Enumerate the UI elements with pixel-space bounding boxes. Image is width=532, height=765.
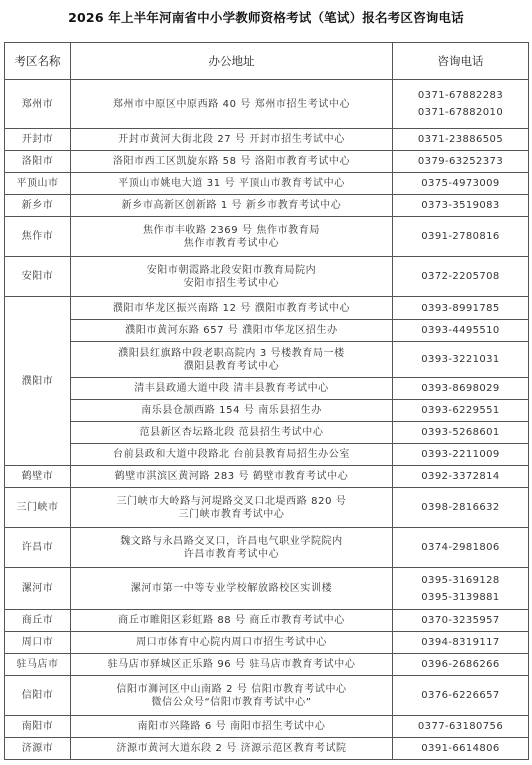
table-row [5, 257, 529, 297]
phone-number: 0371-67882283 [417, 90, 504, 101]
address-line: 安阳市朝霞路北段安阳市教育局院内 [146, 264, 317, 276]
phone-number: 0393-2211009 [421, 449, 500, 460]
phone-number: 0376-6226657 [421, 690, 500, 701]
cell-phone [393, 422, 529, 444]
table-row [5, 297, 529, 320]
table-row [5, 568, 529, 610]
address-line: 平顶山市姚电大道 31 号 平顶山市教育考试中心 [118, 178, 345, 189]
table-row [5, 400, 529, 422]
cell-phone [393, 217, 529, 257]
phone-number: 0392-3372814 [421, 471, 500, 482]
address-line: 南乐县仓颉西路 154 号 南乐县招生办 [141, 405, 322, 416]
cell-phone [393, 488, 529, 528]
table-row [5, 422, 529, 444]
phone-number: 0393-8698029 [421, 383, 500, 394]
phone-number: 0393-8991785 [421, 302, 500, 314]
cell-city: 信阳市 [5, 676, 71, 716]
cell-address [71, 528, 393, 568]
cell-city: 郑州市 [5, 80, 71, 129]
phone-number: 0370-3235957 [421, 615, 500, 626]
table-row [5, 610, 529, 632]
table-row [5, 342, 529, 378]
address-line: 鹤壁市淇滨区黄河路 283 号 鹤壁市教育考试中心 [114, 471, 349, 482]
address-line: 焦作市教育考试中心 [183, 237, 280, 249]
phone-number: 0394-8319117 [421, 637, 500, 648]
page-title: 2026 年上半年河南省中小学教师资格考试（笔试）报名考区咨询电话 [68, 10, 464, 25]
phone-number: 0374-2981806 [421, 542, 500, 553]
table-row [5, 173, 529, 195]
table-row [5, 195, 529, 217]
phone-number: 0391-2780816 [421, 231, 500, 242]
phone-number: 0395-3169128 [421, 574, 500, 586]
cell-address [71, 444, 393, 466]
cell-city: 周口市 [5, 632, 71, 654]
cell-city: 许昌市 [5, 528, 71, 568]
table-row [5, 80, 529, 129]
address-line: 周口市体育中心院内周口市招生考试中心 [136, 637, 327, 648]
phone-number: 0395-3139881 [421, 591, 500, 603]
phone-number: 0373-3519083 [421, 200, 500, 211]
cell-phone [393, 378, 529, 400]
table-row [5, 217, 529, 257]
table-row [5, 378, 529, 400]
address-line: 范县新区杏坛路北段 范县招生考试中心 [139, 427, 324, 438]
header-address: 办公地址 [71, 43, 393, 80]
address-line: 新乡市高新区创新路 1 号 新乡市教育考试中心 [121, 200, 342, 211]
cell-address [71, 297, 393, 320]
header-city: 考区名称 [5, 43, 71, 80]
address-line: 郑州市中原区中原西路 40 号 郑州市招生考试中心 [112, 98, 351, 110]
cell-address [71, 738, 393, 760]
phone-number: 0379-63252373 [417, 156, 504, 167]
phone-number: 0393-5268601 [421, 427, 500, 438]
cell-phone [393, 716, 529, 738]
cell-city: 三门峡市 [5, 488, 71, 528]
phone-number: 0372-2205708 [421, 271, 500, 282]
cell-address [71, 320, 393, 342]
address-line: 微信公众号“信阳市教育考试中心” [151, 696, 312, 708]
cell-phone [393, 129, 529, 151]
address-line: 台前县政和大道中段路北 台前县教育局招生办公室 [113, 449, 350, 460]
cell-address [71, 257, 393, 297]
table-row [5, 738, 529, 760]
contacts-table [4, 42, 529, 760]
phone-number: 0393-3221031 [421, 354, 500, 365]
table-row [5, 488, 529, 528]
cell-phone [393, 320, 529, 342]
cell-phone [393, 80, 529, 129]
cell-phone [393, 297, 529, 320]
table-row [5, 654, 529, 676]
cell-phone [393, 466, 529, 488]
cell-phone [393, 444, 529, 466]
table-row [5, 320, 529, 342]
cell-address [71, 466, 393, 488]
phone-number: 0377-63180756 [417, 721, 504, 732]
phone-number: 0393-6229551 [421, 405, 500, 416]
address-line: 焦作市丰收路 2369 号 焦作市教育局 [143, 224, 320, 236]
table-row [5, 632, 529, 654]
cell-city: 濮阳市 [5, 297, 71, 466]
phone-number: 0371-23886505 [417, 134, 504, 145]
cell-phone [393, 195, 529, 217]
cell-address [71, 342, 393, 378]
address-line: 濮阳市黄河东路 657 号 濮阳市华龙区招生办 [125, 325, 338, 336]
address-line: 魏文路与永昌路交叉口，许昌电气职业学院院内 [120, 535, 343, 547]
cell-address [71, 676, 393, 716]
cell-city: 南阳市 [5, 716, 71, 738]
cell-city: 平顶山市 [5, 173, 71, 195]
cell-city: 漯河市 [5, 568, 71, 610]
address-line: 清丰县政通大道中段 清丰县教育考试中心 [134, 383, 329, 394]
cell-city: 新乡市 [5, 195, 71, 217]
cell-address [71, 654, 393, 676]
address-line: 漯河市第一中等专业学校解放路校区实训楼 [130, 583, 333, 594]
cell-address [71, 217, 393, 257]
table-row [5, 466, 529, 488]
cell-address [71, 378, 393, 400]
cell-city: 驻马店市 [5, 654, 71, 676]
cell-address [71, 129, 393, 151]
address-line: 许昌市教育考试中心 [183, 548, 280, 560]
cell-phone [393, 610, 529, 632]
cell-city: 洛阳市 [5, 151, 71, 173]
cell-phone [393, 151, 529, 173]
address-line: 濮阳市华龙区振兴南路 12 号 濮阳市教育考试中心 [112, 302, 351, 314]
cell-phone [393, 676, 529, 716]
cell-address [71, 716, 393, 738]
cell-address [71, 632, 393, 654]
cell-phone [393, 738, 529, 760]
cell-phone [393, 257, 529, 297]
address-line: 开封市黄河大街北段 27 号 开封市招生考试中心 [118, 134, 345, 145]
cell-phone [393, 632, 529, 654]
header-phone: 咨询电话 [393, 43, 529, 80]
address-line: 济源市黄河大道东段 2 号 济源示范区教育考试院 [116, 743, 347, 754]
table-row [5, 444, 529, 466]
address-line: 安阳市招生考试中心 [183, 277, 280, 289]
cell-city: 安阳市 [5, 257, 71, 297]
cell-address [71, 80, 393, 129]
cell-address [71, 488, 393, 528]
address-line: 濮阳县教育考试中心 [183, 360, 280, 372]
address-line: 三门峡市大岭路与河堤路交叉口北堤西路 820 号 [116, 495, 347, 507]
cell-phone [393, 342, 529, 378]
cell-address [71, 400, 393, 422]
phone-number: 0391-6614806 [421, 743, 500, 754]
cell-phone [393, 568, 529, 610]
cell-city: 焦作市 [5, 217, 71, 257]
phone-number: 0393-4495510 [421, 325, 500, 336]
cell-address [71, 173, 393, 195]
address-line: 南阳市兴隆路 6 号 南阳市招生考试中心 [137, 721, 326, 732]
table-row [5, 676, 529, 716]
table-row [5, 151, 529, 173]
cell-city: 鹤壁市 [5, 466, 71, 488]
cell-address [71, 610, 393, 632]
address-line: 三门峡市教育考试中心 [178, 508, 285, 520]
address-line: 商丘市睢阳区彩虹路 88 号 商丘市教育考试中心 [118, 615, 345, 626]
cell-city: 商丘市 [5, 610, 71, 632]
table-row [5, 528, 529, 568]
address-line: 驻马店市驿城区正乐路 96 号 驻马店市教育考试中心 [107, 659, 356, 670]
phone-number: 0371-67882010 [417, 107, 504, 118]
cell-phone [393, 400, 529, 422]
table-header-row [5, 43, 529, 80]
table-row [5, 716, 529, 738]
cell-city: 济源市 [5, 738, 71, 760]
cell-address [71, 568, 393, 610]
phone-number: 0398-2816632 [421, 502, 500, 513]
cell-phone [393, 173, 529, 195]
cell-address [71, 422, 393, 444]
cell-address [71, 151, 393, 173]
cell-phone [393, 528, 529, 568]
table-row [5, 129, 529, 151]
phone-number: 0396-2686266 [421, 659, 500, 670]
cell-city: 开封市 [5, 129, 71, 151]
cell-address [71, 195, 393, 217]
address-line: 信阳市浉河区中山南路 2 号 信阳市教育考试中心 [116, 683, 347, 695]
phone-number: 0375-4973009 [421, 178, 500, 189]
address-line: 濮阳县红旗路中段老职高院内 3 号楼教育局一楼 [118, 347, 345, 359]
address-line: 洛阳市西工区凯旋东路 58 号 洛阳市教育考试中心 [112, 156, 351, 167]
cell-phone [393, 654, 529, 676]
